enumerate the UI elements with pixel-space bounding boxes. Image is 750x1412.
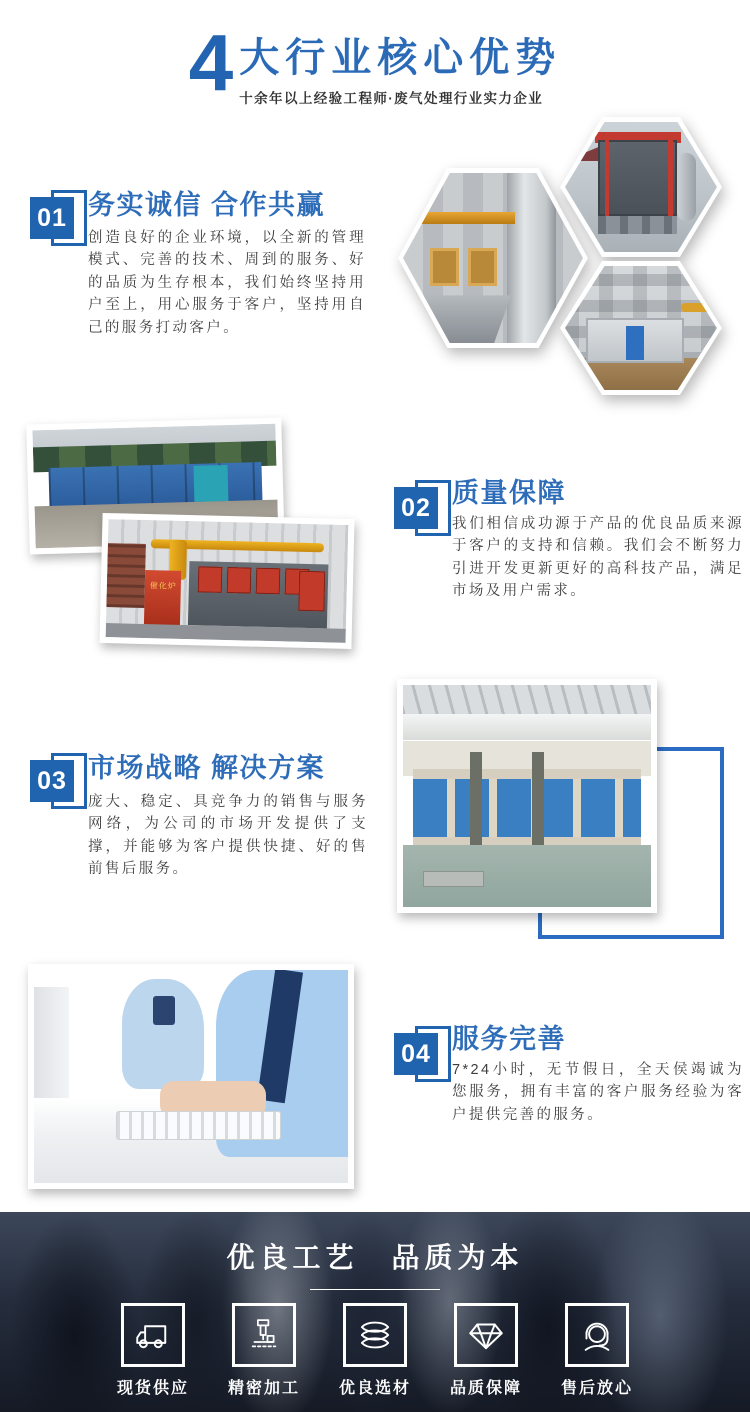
bottom-banner	[0, 1212, 750, 1412]
banner-divider	[310, 1289, 440, 1290]
hex-photo-baghouse	[560, 117, 722, 257]
machining-icon	[243, 1314, 285, 1356]
feature-quality-guarantee	[450, 1303, 522, 1398]
badge-number: 03	[30, 760, 74, 802]
feature-label: 售后放心	[561, 1380, 634, 1397]
feature-row	[0, 1303, 750, 1398]
badge-04	[394, 1026, 450, 1082]
truck-icon	[132, 1314, 174, 1356]
feature-quality-materials	[339, 1303, 411, 1398]
photo-customer-service	[28, 964, 354, 1189]
feature-stock-supply	[117, 1303, 189, 1398]
catalytic-furnace-label: 催化炉	[149, 580, 177, 591]
materials-icon	[354, 1314, 396, 1356]
section-04-body: 7*24小时，无节假日，全天侯竭诚为您服务，拥有丰富的客户服务经验为客户提供完善的服务。	[452, 1062, 744, 1123]
page-subtitle: 十余年以上经验工程师·废气处理行业实力企业	[239, 91, 544, 106]
feature-box	[343, 1303, 407, 1367]
diamond-icon	[465, 1314, 507, 1356]
feature-label: 现货供应	[116, 1380, 189, 1397]
feature-box	[454, 1303, 518, 1367]
hex-photo-outdoor-unit	[560, 261, 722, 395]
badge-03	[30, 753, 86, 809]
photo-catalytic-unit	[99, 513, 354, 649]
badge-number: 01	[30, 197, 74, 239]
section-02-title: 质量保障	[452, 478, 566, 508]
feature-label: 品质保障	[450, 1380, 523, 1397]
feature-label: 优良选材	[338, 1380, 411, 1397]
section-01-title: 务实诚信 合作共赢	[88, 190, 326, 220]
feature-after-sales	[561, 1303, 633, 1398]
dust-collector-equipment-photo	[403, 173, 583, 343]
feature-box	[232, 1303, 296, 1367]
feature-box	[121, 1303, 185, 1367]
feature-precision-machining	[228, 1303, 300, 1398]
banner-title: 优良工艺 品质为本	[226, 1242, 524, 1273]
section-01-body: 创造良好的企业环境，以全新的管理模式、完善的技术、周到的服务、好的品质为生存根本，我们始终坚持用户至上，用心服务于客户，坚持用自己的服务打动客户。	[88, 230, 366, 336]
catalytic-furnace-cabinet	[144, 570, 181, 627]
badge-number: 04	[394, 1033, 438, 1075]
badge-02	[394, 480, 450, 536]
page-title: 大行业核心优势	[239, 36, 562, 80]
page-header	[0, 18, 750, 107]
section-02-body: 我们相信成功源于产品的优良品质来源于客户的支持和信赖。我们会不断努力引进开发更新更好的高科技产品，满足市场及用户需求。	[452, 516, 744, 600]
badge-01	[30, 190, 86, 246]
section-03-title: 市场战略 解决方案	[88, 753, 326, 783]
section-04-title: 服务完善	[452, 1024, 566, 1054]
feature-label: 精密加工	[227, 1380, 300, 1397]
section-03-body: 庞大、稳定、具竞争力的销售与服务网络，为公司的市场开发提供了支撑，并能够为客户提供快捷、好的售前售后服务。	[88, 794, 368, 878]
badge-number: 02	[394, 487, 438, 529]
big-number-4: 4	[188, 18, 234, 107]
feature-box	[565, 1303, 629, 1367]
photo-workshop-booths	[397, 679, 657, 913]
headset-icon	[576, 1314, 618, 1356]
